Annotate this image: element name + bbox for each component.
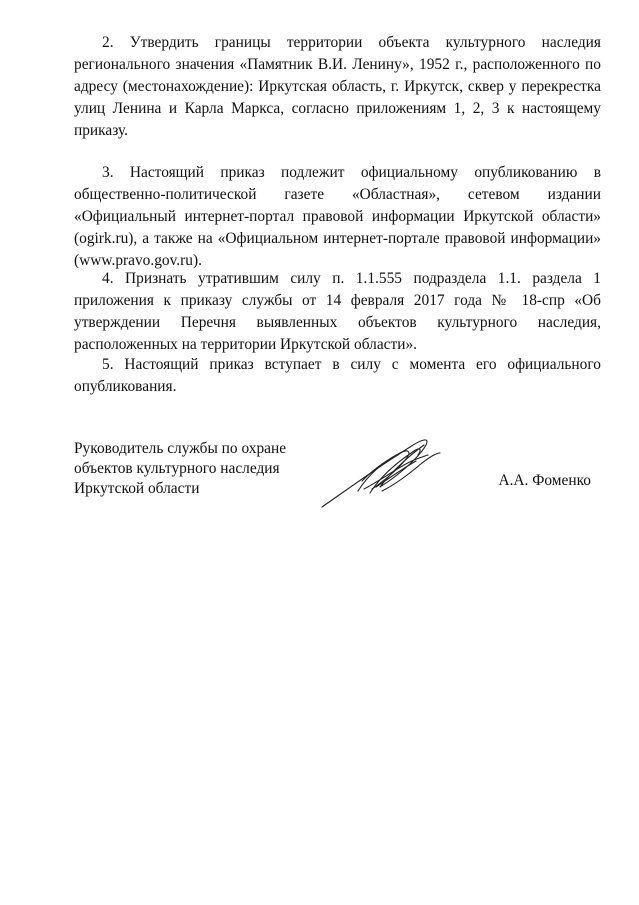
signature-block xyxy=(74,439,601,519)
handwritten-signature-icon xyxy=(318,431,448,511)
paragraph-item-4: 4. Признать утратившим силу п. 1.1.555 подраздела 1.1. раздела 1 приложения к приказу службы от 14 февраля 2017 года № 18-спр «Об утверждении Перечня выявленных объектов культурного наследия, расположенных на территории Иркутской области». xyxy=(74,270,601,353)
signatory-name: А.А. Фоменко xyxy=(498,472,591,489)
paragraph-item-3: 3. Настоящий приказ подлежит официальному опубликованию в общественно-политической газете «Областная», сетевом издании «Официальный интернет-портал правовой информации Иркутской области» (ogirk.ru), а также на «Официальном интернет-портале правовой информации» (www.pravo.gov.ru). xyxy=(74,164,601,269)
signatory-title-line-3: Иркутской области xyxy=(74,480,200,497)
paragraph-item-5: 5. Настоящий приказ вступает в силу с момента его официального опубликования. xyxy=(74,356,601,395)
signatory-title-line-2: объектов культурного наследия xyxy=(74,460,280,477)
signatory-title-line-1: Руководитель службы по охране xyxy=(74,440,287,457)
paragraph-item-2: 2. Утвердить границы территории объекта культурного наследия регионального значения «Памятник В.И. Ленину», 1952 г., расположенного по адресу (местонахождение): Иркутская область, г. Иркутск, сквер у перекрестка улиц Ленина и Карла Маркса, согласно приложениям 1, 2, 3 к настоящему приказу. xyxy=(74,34,601,139)
signatory-title xyxy=(74,439,334,499)
